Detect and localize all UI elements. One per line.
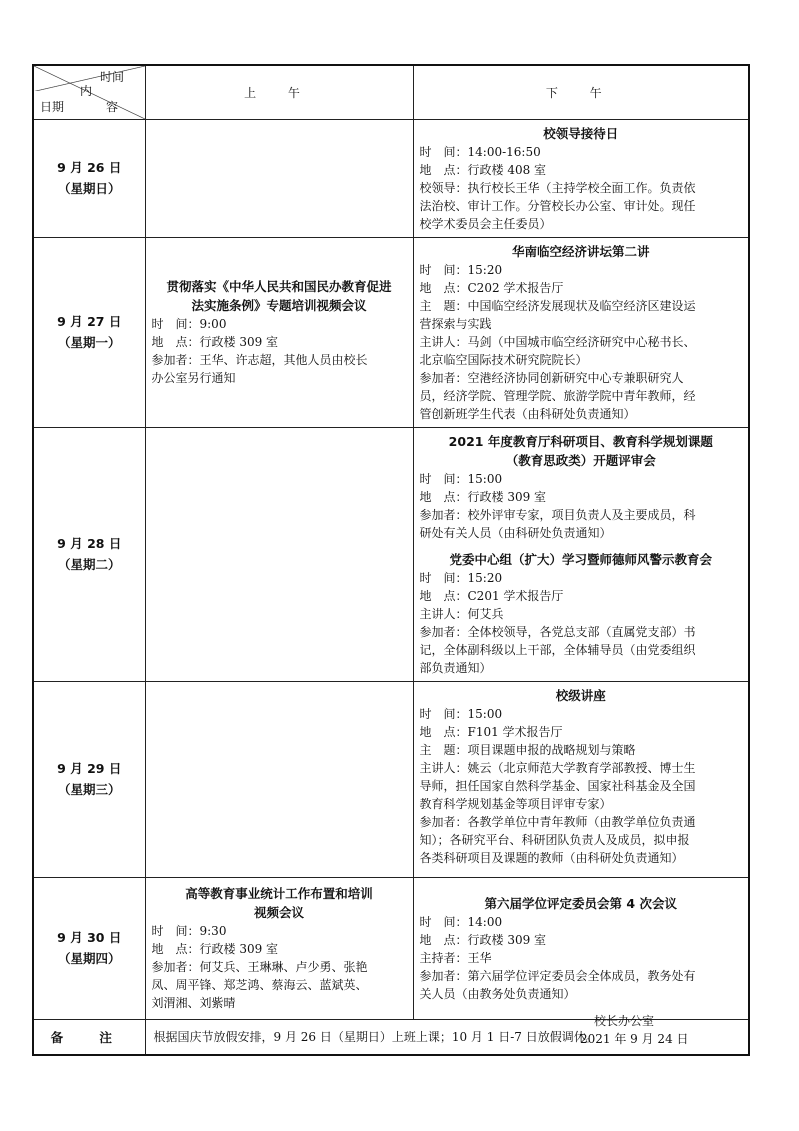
event-line: 时 间：9:00 bbox=[151, 317, 227, 331]
event-line: 主持者：王华 bbox=[419, 950, 492, 965]
event-line: 校领导：执行校长王华（主持学校全面工作。负责依 bbox=[419, 180, 696, 195]
event-title: 高等教育事业统计工作布置和培训 bbox=[185, 886, 373, 901]
event-title: 法实施条例》专题培训视频会议 bbox=[191, 298, 367, 313]
event-line: 地 点：F101 学术报告厅 bbox=[419, 724, 563, 739]
schedule-row bbox=[33, 427, 749, 681]
morning-cell bbox=[145, 237, 413, 427]
event-title: 校领导接待日 bbox=[543, 125, 619, 141]
event-line: 教育科学规划基金等项目评审专家） bbox=[419, 796, 612, 811]
weekday: （星期四） bbox=[57, 951, 121, 966]
event-title: 第六届学位评定委员会第 4 次会议 bbox=[484, 895, 677, 911]
diag-label-date: 日期 bbox=[40, 100, 65, 114]
event-line: 关人员（由教务处负责通知） bbox=[419, 986, 576, 1001]
event-line: 主讲人：姚云（北京师范大学教育学部教授、博士生 bbox=[419, 760, 696, 775]
event-line: 部负责通知） bbox=[419, 660, 492, 675]
event-line: 地 点：C201 学术报告厅 bbox=[419, 588, 564, 603]
morning-cell bbox=[145, 877, 413, 1019]
date-cell bbox=[33, 119, 145, 237]
diagonal-header-cell bbox=[33, 65, 145, 119]
header-row bbox=[33, 65, 749, 119]
schedule-row bbox=[33, 877, 749, 1019]
date-cell bbox=[33, 681, 145, 877]
event-line: 导师，担任国家自然科学基金、国家社科基金及全国 bbox=[419, 778, 696, 793]
event-line: 参加者：王华、许志超，其他人员由校长 bbox=[151, 353, 368, 367]
event-line: 记，全体副科级以上干部，全体辅导员（由党委组织 bbox=[419, 642, 696, 657]
event-line: 北京临空国际技术研究院院长） bbox=[419, 352, 588, 367]
event-line: 凤、周平锋、郑芝鸿、蔡海云、蓝斌英、 bbox=[151, 978, 368, 992]
weekday: （星期二） bbox=[57, 557, 121, 572]
morning-header: 上 午 bbox=[145, 65, 413, 119]
morning-cell bbox=[145, 681, 413, 877]
event-line: 参加者：何艾兵、王琳琳、卢少勇、张艳 bbox=[151, 960, 368, 974]
schedule-row bbox=[33, 237, 749, 427]
morning-cell bbox=[145, 119, 413, 237]
event-line: 时 间：9:30 bbox=[151, 924, 227, 938]
afternoon-cell bbox=[413, 119, 749, 237]
event-line: 地 点：行政楼 309 室 bbox=[419, 489, 547, 504]
event-line: 地 点：行政楼 309 室 bbox=[419, 932, 547, 947]
morning-cell bbox=[145, 427, 413, 681]
event-line: 时 间：15:00 bbox=[419, 471, 503, 486]
event-title: 华南临空经济讲坛第二讲 bbox=[511, 243, 650, 259]
event-line: 地 点：行政楼 408 室 bbox=[419, 162, 547, 177]
weekday: （星期日） bbox=[57, 181, 121, 196]
event-line: 时 间：15:00 bbox=[419, 706, 503, 721]
event-line: 办公室另行通知 bbox=[151, 371, 236, 385]
afternoon-cell bbox=[413, 237, 749, 427]
event-title: 校级讲座 bbox=[555, 687, 606, 703]
date: 9 月 26 日 bbox=[57, 160, 122, 175]
event-title: 贯彻落实《中华人民共和国民办教育促进 bbox=[166, 279, 392, 294]
event-title: （教育思政类）开题评审会 bbox=[505, 452, 656, 468]
event-line: 主 题：项目课题申报的战略规划与策略 bbox=[419, 742, 636, 757]
event-line: 研处有关人员（由科研处负责通知） bbox=[419, 525, 612, 540]
event-line: 时 间：14:00-16:50 bbox=[419, 144, 541, 159]
event-line: 法治校、审计工作。分管校长办公室、审计处。现任 bbox=[419, 198, 696, 213]
event-line: 主讲人：何艾兵 bbox=[419, 606, 504, 621]
afternoon-header: 下 午 bbox=[413, 65, 749, 119]
event-line: 管创新班学生代表（由科研处负责通知） bbox=[419, 406, 636, 421]
event-line: 各类科研项目及课题的教师（由科研处负责通知） bbox=[419, 850, 684, 865]
event-line: 地 点：C202 学术报告厅 bbox=[419, 280, 564, 295]
event-line: 刘渭湘、刘紫晴 bbox=[151, 996, 236, 1010]
diag-label-content: 内 bbox=[80, 84, 93, 98]
date-cell bbox=[33, 427, 145, 681]
date-cell bbox=[33, 877, 145, 1019]
weekday: （星期三） bbox=[57, 782, 121, 797]
footer-date: 2021 年 9 月 24 日 bbox=[580, 1032, 689, 1046]
event-line: 参加者：全体校领导，各党总支部（直属党支部）书 bbox=[419, 624, 696, 639]
event-line: 地 点：行政楼 309 室 bbox=[151, 942, 279, 956]
event-gap bbox=[420, 542, 743, 550]
event-line: 员，经济学院、管理学院、旅游学院中青年教师，经 bbox=[419, 388, 696, 403]
diag-label-content-2: 容 bbox=[106, 100, 119, 114]
event-line: 主讲人：马剑（中国城市临空经济研究中心秘书长、 bbox=[419, 334, 696, 349]
event-title: 视频会议 bbox=[253, 905, 304, 920]
date: 9 月 28 日 bbox=[57, 536, 122, 551]
event-line: 时 间：14:00 bbox=[419, 914, 503, 929]
note-label: 备 注 bbox=[33, 1019, 145, 1055]
footer-office: 校长办公室 bbox=[594, 1014, 655, 1028]
schedule-table bbox=[32, 64, 750, 1056]
date: 9 月 30 日 bbox=[57, 930, 122, 945]
event-line: 营探索与实践 bbox=[419, 316, 492, 331]
event-title: 2021 年度教育厅科研项目、教育科学规划课题 bbox=[448, 433, 713, 449]
date-cell bbox=[33, 237, 145, 427]
afternoon-cell bbox=[413, 681, 749, 877]
weekday: （星期一） bbox=[57, 335, 121, 350]
date: 9 月 27 日 bbox=[57, 314, 122, 329]
event-line: 参加者：校外评审专家，项目负责人及主要成员，科 bbox=[419, 507, 696, 522]
event-line: 校学术委员会主任委员） bbox=[419, 216, 552, 231]
event-line: 参加者：各教学单位中青年教师（由教学单位负责通 bbox=[419, 814, 696, 829]
event-title: 党委中心组（扩大）学习暨师德师风警示教育会 bbox=[449, 551, 712, 567]
afternoon-cell bbox=[413, 877, 749, 1019]
event-line: 主 题：中国临空经济发展现状及临空经济区建设运 bbox=[419, 298, 696, 313]
date: 9 月 29 日 bbox=[57, 761, 122, 776]
note-text: 根据国庆节放假安排，9 月 26 日（星期日）上班上课；10 月 1 日-7 日放假调休。 bbox=[145, 1019, 749, 1055]
event-line: 时 间：15:20 bbox=[419, 570, 503, 585]
event-line: 参加者：第六届学位评定委员会全体成员，教务处有 bbox=[419, 968, 696, 983]
event-line: 知）；各研究平台、科研团队负责人及成员，拟申报 bbox=[419, 832, 690, 847]
event-line: 时 间：15:20 bbox=[419, 262, 503, 277]
event-line: 参加者：空港经济协同创新研究中心专兼职研究人 bbox=[419, 370, 684, 385]
afternoon-cell bbox=[413, 427, 749, 681]
diag-label-time: 时间 bbox=[100, 70, 125, 84]
event-line: 地 点：行政楼 309 室 bbox=[151, 335, 279, 349]
schedule-row bbox=[33, 681, 749, 877]
schedule-row bbox=[33, 119, 749, 237]
